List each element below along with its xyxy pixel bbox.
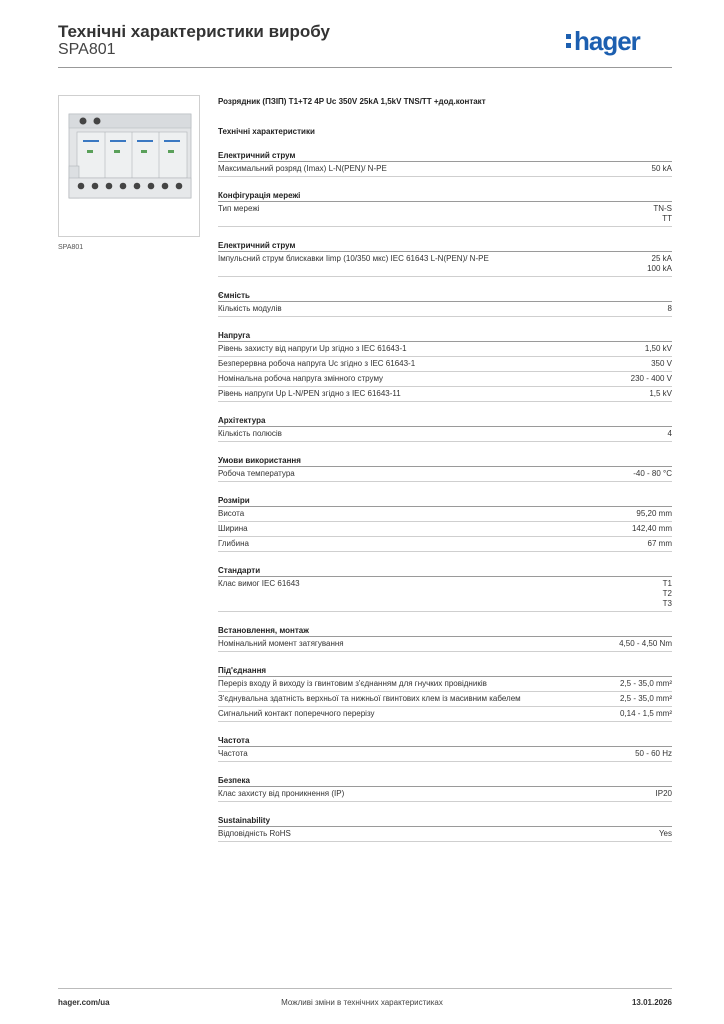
spec-row (218, 467, 672, 482)
spec-row (218, 577, 672, 612)
spec-value-line: 4 (667, 429, 672, 438)
spec-value (619, 639, 672, 649)
spec-value (635, 749, 672, 759)
spec-row (218, 707, 672, 722)
spec-section (218, 415, 672, 442)
spec-value-line: TN-S (653, 204, 672, 213)
page-title: Технічні характеристики виробу (58, 22, 330, 41)
spec-section (218, 190, 672, 227)
spec-label: Клас вимог IEC 61643 (218, 579, 300, 588)
spec-row (218, 827, 672, 842)
spec-value-line: IP20 (655, 789, 672, 798)
spec-label: Імпульсний струм блискавки Iimp (10/350 мкс) IEC 61643 L-N(PEN)/ N-PE (218, 254, 489, 263)
section-title: Безпека (218, 775, 672, 787)
spec-row (218, 537, 672, 552)
section-title: Електричний струм (218, 240, 672, 252)
spec-value-line: 1,5 kV (649, 389, 672, 398)
spec-section (218, 565, 672, 612)
spec-label: Безперервна робоча напруга Uc згідно з IEC 61643-1 (218, 359, 416, 368)
spec-row (218, 677, 672, 692)
section-title: Ємність (218, 290, 672, 302)
spec-value-line: 50 - 60 Hz (635, 749, 672, 758)
spec-label: Кількість полюсів (218, 429, 282, 438)
spec-value (620, 709, 672, 719)
spec-row (218, 357, 672, 372)
spec-value (645, 344, 672, 354)
spec-label: Рівень напруги Up L-N/PEN згідно з IEC 61643-11 (218, 389, 401, 398)
spec-value-line: T1 (662, 579, 672, 588)
spec-label: Робоча температура (218, 469, 295, 478)
spec-section (218, 815, 672, 842)
spec-label: Переріз входу й виходу із гвинтовим з'єднанням для гнучких провідників (218, 679, 487, 688)
spec-value (668, 304, 672, 314)
spec-value (653, 204, 672, 224)
spec-value-line: 1,50 kV (644, 344, 672, 353)
spec-row (218, 427, 672, 442)
spec-row (218, 637, 672, 652)
spec-value (649, 389, 672, 399)
section-title: Архітектура (218, 415, 672, 427)
spec-label: Глибина (218, 539, 249, 548)
spec-label: Сигнальний контакт поперечного перерізу (218, 709, 375, 718)
header-divider (58, 67, 672, 68)
spec-row (218, 387, 672, 402)
surge-arrester-icon (59, 96, 199, 236)
spec-label: Рівень захисту від напруги Up згідно з IEC 61643-1 (218, 344, 407, 353)
spec-row (218, 522, 672, 537)
spec-value-line: TT (662, 214, 672, 223)
spec-label: Висота (218, 509, 245, 518)
product-code: SPA801 (58, 41, 116, 58)
section-title: Розміри (218, 495, 672, 507)
spec-section (218, 625, 672, 652)
spec-value-line: Yes (658, 829, 672, 838)
spec-label: Номінальна робоча напруга змінного струму (218, 374, 384, 383)
spec-row (218, 162, 672, 177)
spec-value-line: 2,5 - 35,0 mm² (619, 679, 672, 688)
footer-divider (58, 988, 672, 989)
spec-label: Ширина (218, 524, 248, 533)
spec-section (218, 240, 672, 277)
image-caption: SPA801 (58, 244, 84, 251)
spec-value (620, 679, 672, 689)
spec-value (620, 694, 672, 704)
spec-row (218, 507, 672, 522)
spec-value-line: 350 V (651, 359, 672, 368)
spec-row (218, 372, 672, 387)
footer-note: Можливі зміни в технічних характеристиках (281, 998, 443, 1007)
spec-section (218, 330, 672, 402)
spec-row (218, 747, 672, 762)
section-title: Напруга (218, 330, 672, 342)
spec-section (218, 665, 672, 722)
section-title: Стандарти (218, 565, 672, 577)
spec-value (633, 469, 672, 479)
spec-value (632, 524, 672, 534)
spec-value-line: T2 (662, 589, 672, 598)
spec-content (218, 97, 672, 842)
spec-label: Номінальний момент затягування (218, 639, 344, 648)
spec-value-line: T3 (662, 599, 672, 608)
section-title: Частота (218, 735, 672, 747)
section-title: Встановлення, монтаж (218, 625, 672, 637)
section-title: Під'єднання (218, 665, 672, 677)
spec-value (651, 359, 672, 369)
spec-label: З'єднувальна здатність верхньої та нижньої гвинтових клем із масивним кабелем (218, 694, 521, 703)
spec-section (218, 495, 672, 552)
product-description: Розрядник (ПЗІП) Т1+Т2 4P Uc 350V 25kA 1,5kV TNS/TT +дод.контакт (218, 97, 486, 106)
spec-value-line: 230 - 400 V (630, 374, 672, 383)
spec-section (218, 455, 672, 482)
spec-section (218, 290, 672, 317)
spec-label: Відповідність RoHS (218, 829, 291, 838)
spec-value-line: 0,14 - 1,5 mm² (619, 709, 672, 718)
spec-value (636, 509, 672, 519)
spec-value (668, 429, 672, 439)
logo-text: hager (574, 26, 640, 56)
spec-sections (218, 150, 672, 842)
spec-value (631, 374, 672, 384)
spec-label: Частота (218, 749, 248, 758)
spec-section (218, 775, 672, 802)
spec-value-line: 67 mm (647, 539, 672, 548)
spec-row (218, 202, 672, 227)
spec-row (218, 692, 672, 707)
spec-value (652, 164, 672, 174)
spec-value (659, 829, 672, 839)
spec-label: Клас захисту від проникнення (IP) (218, 789, 345, 798)
footer-date: 13.01.2026 (631, 998, 672, 1007)
section-title: Конфігурація мережі (218, 190, 672, 202)
spec-label: Максимальний розряд (Imax) L-N(PEN)/ N-PE (218, 164, 387, 173)
spec-value-line: 95,20 mm (636, 509, 672, 518)
spec-section (218, 150, 672, 177)
product-image (58, 95, 200, 237)
spec-value-line: 142,40 mm (631, 524, 672, 533)
spec-value-line: 4,50 - 4,50 Nm (619, 639, 672, 648)
spec-value (663, 579, 672, 609)
section-title: Sustainability (218, 815, 672, 827)
hager-logo[interactable] (566, 26, 640, 56)
spec-value-line: 2,5 - 35,0 mm² (619, 694, 672, 703)
spec-section (218, 735, 672, 762)
spec-label: Кількість модулів (218, 304, 282, 313)
spec-value-line: -40 - 80 °C (633, 469, 672, 478)
spec-label: Тип мережі (218, 204, 260, 213)
spec-row (218, 787, 672, 802)
spec-row (218, 252, 672, 277)
spec-value (647, 254, 672, 274)
footer-website-link[interactable]: hager.com/ua (58, 998, 110, 1007)
spec-value (648, 539, 672, 549)
spec-row (218, 342, 672, 357)
section-title: Електричний струм (218, 150, 672, 162)
spec-value-line: 8 (667, 304, 672, 313)
spec-value (656, 789, 672, 799)
spec-heading: Технічні характеристики (218, 127, 315, 136)
spec-value-line: 50 kA (651, 164, 672, 173)
spec-value-line: 25 kA (651, 254, 672, 263)
logo-dots-icon (566, 32, 571, 50)
spec-value-line: 100 kA (647, 264, 672, 273)
section-title: Умови використання (218, 455, 672, 467)
spec-row (218, 302, 672, 317)
